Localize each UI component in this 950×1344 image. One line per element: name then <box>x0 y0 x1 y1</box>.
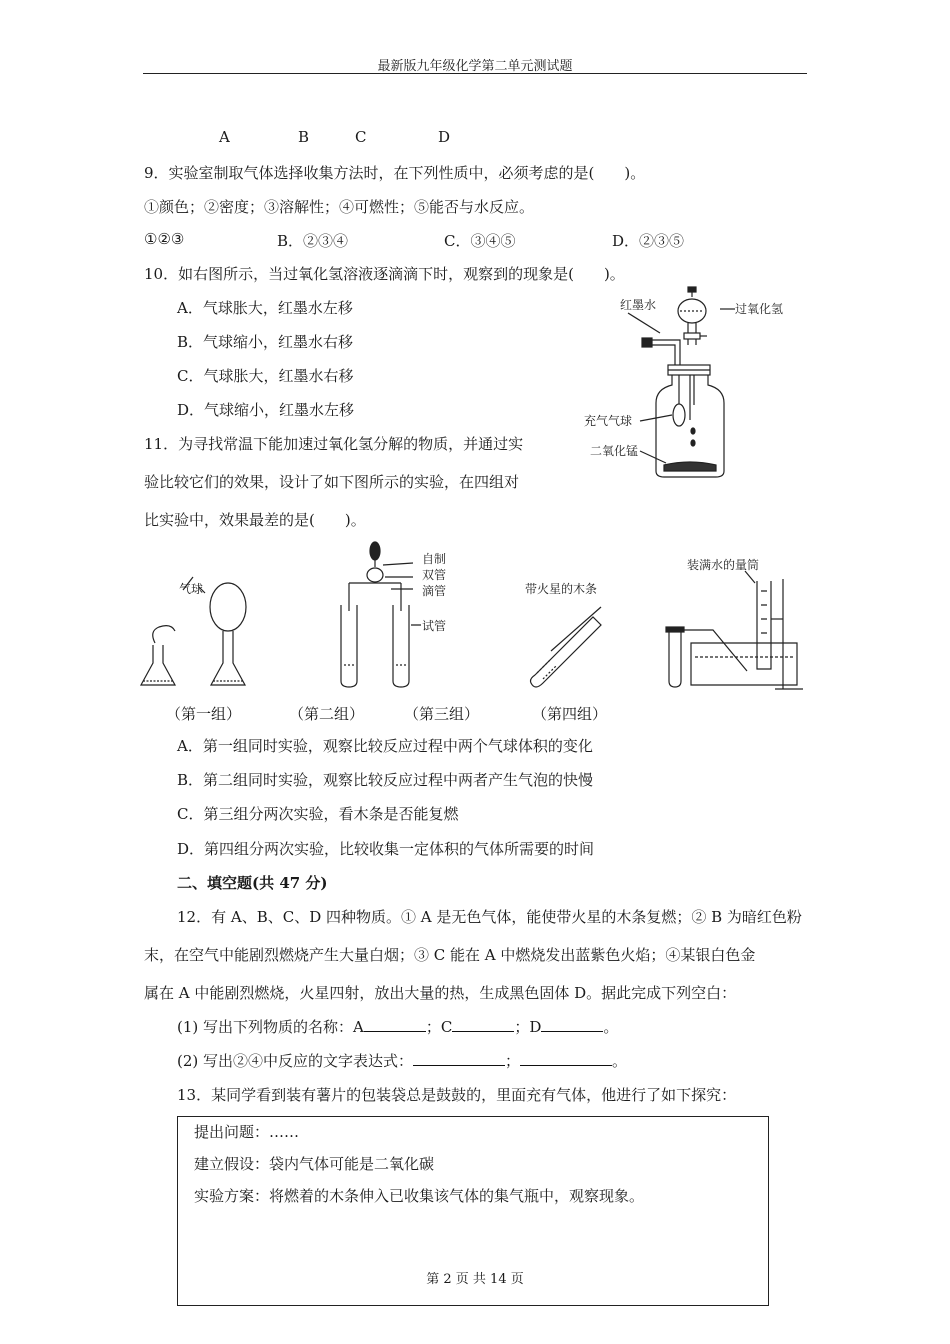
q9-option-b: B．②③④ <box>277 232 349 250</box>
q12-sub-1-end: 。 <box>603 1018 619 1036</box>
q9-option-d: D．②③⑤ <box>612 232 685 250</box>
q11-stem-line-2: 验比较它们的效果，设计了如下图所示的实验，在四组对 <box>144 473 520 491</box>
q11-option-b: B．第二组同时实验，观察比较反应过程中两者产生气泡的快慢 <box>177 771 594 789</box>
q12-sub-2-prefix: (2) 写出②④中反应的文字表达式： <box>177 1052 414 1070</box>
q8-label-c: C <box>355 128 367 146</box>
q11-label-dropper-3: 滴管 <box>422 584 447 598</box>
page-header: 最新版九年级化学第二单元测试题 <box>377 59 573 74</box>
q10-label-peroxide: 过氧化氢 <box>735 302 784 316</box>
q11-option-c: C．第三组分两次实验，看木条是否能复燃 <box>177 805 459 823</box>
q12-sub-1-prefix: (1) 写出下列物质的名称：A <box>177 1018 364 1036</box>
q11-option-d: D．第四组分两次实验，比较收集一定体积的气体所需要的时间 <box>177 840 595 858</box>
q13-box-plan: 实验方案：将燃着的木条伸入已收集该气体的集气瓶中，观察现象。 <box>194 1187 645 1205</box>
q13-box-question: 提出问题：…… <box>194 1123 300 1141</box>
q8-label-d: D <box>438 128 451 146</box>
q9-items: ①颜色；②密度；③溶解性；④可燃性；⑤能否与水反应。 <box>144 198 535 216</box>
q11-group-2-label: （第二组） <box>289 705 365 723</box>
q13-box-hypothesis: 建立假设：袋内气体可能是二氧化碳 <box>194 1155 435 1173</box>
q11-label-tube: 试管 <box>422 619 447 633</box>
q11-label-dropper-2: 双管 <box>422 568 447 582</box>
q11-option-a: A．第一组同时实验，观察比较反应过程中两个气球体积的变化 <box>177 737 593 755</box>
q11-label-balloon: 气球 <box>179 582 204 596</box>
q12-line-2: 末，在空气中能剧烈燃烧产生大量白烟；③ C 能在 A 中燃烧发出蓝紫色火焰；④某银白色金 <box>144 946 756 964</box>
q11-label-dropper-1: 自制 <box>422 552 447 566</box>
q13-stem: 13．某同学看到装有薯片的包装袋总是鼓鼓的，里面充有气体，他进行了如下探究： <box>177 1086 737 1104</box>
q9-stem: 9．实验室制取气体选择收集方法时，在下列性质中，必须考虑的是( )。 <box>144 164 646 182</box>
q10-option-c: C．气球胀大，红墨水右移 <box>177 367 354 385</box>
q10-option-d: D．气球缩小，红墨水左移 <box>177 401 355 419</box>
q10-option-b: B．气球缩小，红墨水右移 <box>177 333 354 351</box>
q12-sub-1-d: ；D <box>514 1018 542 1036</box>
q12-sub-1 <box>177 1016 618 1037</box>
q11-experiments-figure <box>135 535 815 695</box>
q10-label-mno2: 二氧化锰 <box>590 444 639 458</box>
q11-stem-line-1: 11．为寻找常温下能加速过氧化氢分解的物质，并通过实 <box>144 435 524 453</box>
q12-line-1: 12．有 A、B、C、D 四种物质。① A 是无色气体，能使带火星的木条复燃；② B 为暗红色粉 <box>177 908 802 926</box>
q12-blank-eq-2[interactable] <box>413 1050 505 1066</box>
q10-stem: 10．如右图所示，当过氧化氢溶液逐滴滴下时，观察到的现象是( )。 <box>144 265 625 283</box>
q10-label-balloon: 充气气球 <box>584 414 633 428</box>
q8-label-b: B <box>298 128 310 146</box>
q9-option-c: C．③④⑤ <box>444 232 516 250</box>
q8-label-a: A <box>219 128 230 146</box>
q11-group-3-label: （第三组） <box>404 705 480 723</box>
q12-sub-2-sep: ； <box>505 1052 521 1070</box>
q12-blank-a[interactable] <box>364 1016 426 1032</box>
q10-option-a: A．气球胀大，红墨水左移 <box>177 299 353 317</box>
q10-label-ink: 红墨水 <box>620 298 657 312</box>
q12-blank-eq-4[interactable] <box>520 1050 612 1066</box>
q12-sub-1-c: ；C <box>425 1018 453 1036</box>
q12-blank-d[interactable] <box>541 1016 603 1032</box>
q11-label-cylinder: 装满水的量筒 <box>687 558 760 572</box>
q11-group-1-label: （第一组） <box>166 705 242 723</box>
q11-stem-line-3: 比实验中，效果最差的是( )。 <box>144 511 366 529</box>
section-2-title: 二、填空题(共 47 分) <box>177 874 328 892</box>
page-footer: 第 2 页 共 14 页 <box>426 1272 524 1287</box>
q12-line-3: 属在 A 中能剧烈燃烧，火星四射，放出大量的热，生成黑色固体 D。据此完成下列空白： <box>144 984 737 1002</box>
header-divider <box>143 73 807 74</box>
q11-label-splint: 带火星的木条 <box>525 582 598 596</box>
q9-option-a: ①②③ <box>144 230 185 248</box>
q12-blank-c[interactable] <box>452 1016 514 1032</box>
q10-apparatus-figure <box>580 285 805 485</box>
q11-group-4-label: （第四组） <box>532 705 608 723</box>
q12-sub-2-end: 。 <box>612 1052 628 1070</box>
q12-sub-2 <box>177 1050 627 1071</box>
